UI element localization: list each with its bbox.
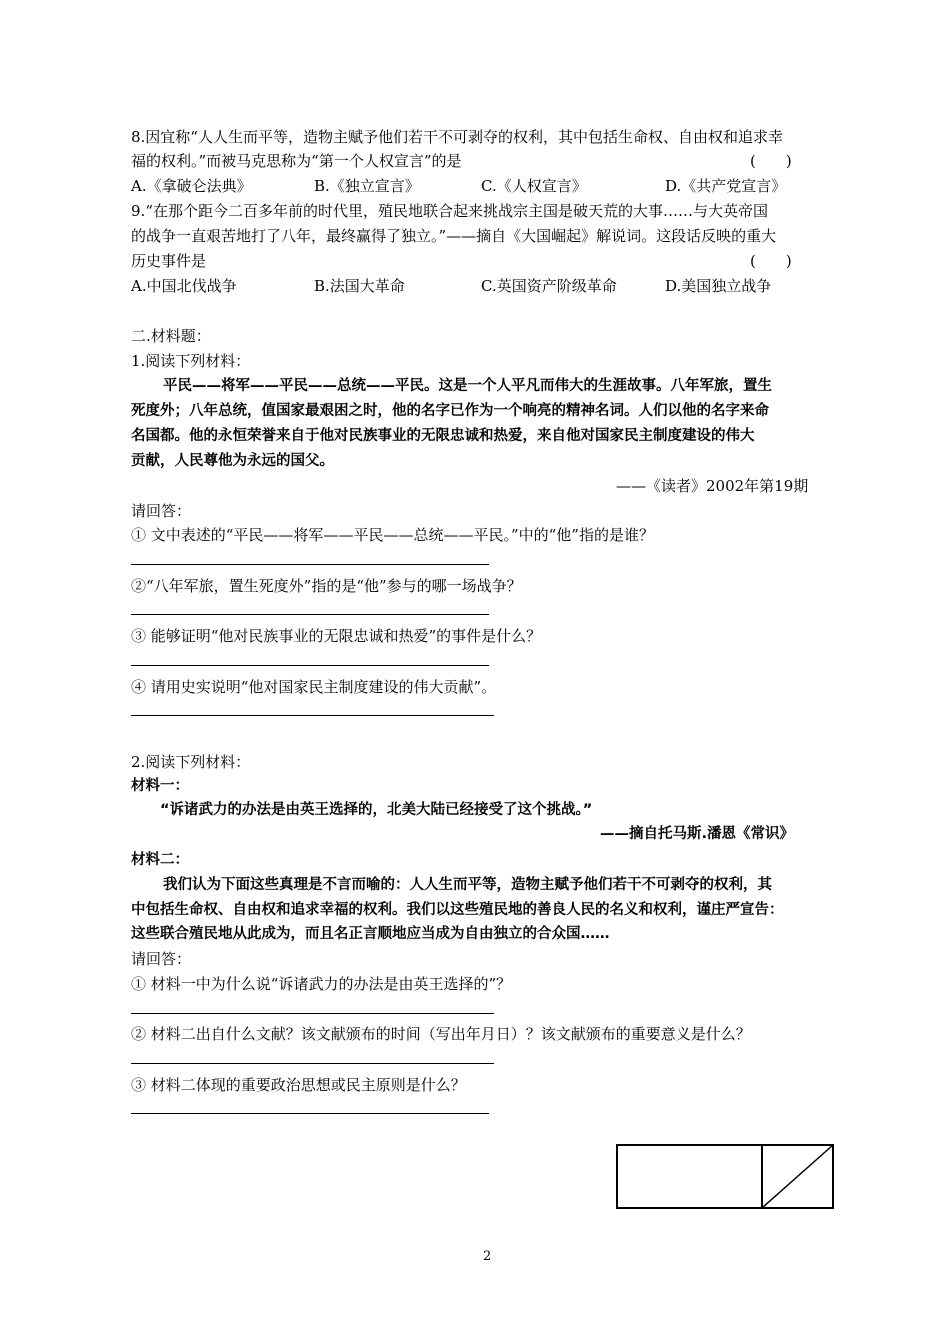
q8-option-a: A.《拿破仑法典》	[131, 177, 252, 195]
q9-option-b: B.法国大革命	[314, 277, 405, 295]
material2-paragraph-line-1: 我们认为下面这些真理是不言而喻的：人人生而平等，造物主赋予他们若干不可剥夺的权利，其	[163, 877, 772, 893]
material1-question-4: ④ 请用史实说明“他对国家民主制度建设的伟大贡献”。	[131, 678, 497, 696]
answer-blank-line[interactable]	[131, 564, 489, 565]
q9-option-c: C.英国资产阶级革命	[481, 277, 617, 295]
q9-option-a: A.中国北伐战争	[131, 277, 237, 295]
material2-question-2: ② 材料二出自什么文献？该文献颁布的时间（写出年月日）？该文献颁布的重要意义是什么？	[131, 1025, 751, 1043]
score-box-frame	[617, 1145, 833, 1208]
material2-paragraph-line-3: 这些联合殖民地从此成为，而且名正言顺地应当成为自由独立的合众国……	[131, 926, 610, 942]
material2-paragraph-line-2: 中包括生命权、自由权和追求幸福的权利。我们以这些殖民地的善良人民的名义和权利，谨庄严宣告：	[131, 902, 784, 918]
page-number: 2	[483, 1249, 492, 1264]
material1-source: ——《读者》2002年第19期	[616, 477, 809, 495]
q8-option-d: D.《共产党宣言》	[665, 177, 787, 195]
material1-question-3: ③ 能够证明“他对民族事业的无限忠诚和热爱”的事件是什么？	[131, 627, 542, 645]
material2-source-1: ——摘自托马斯.潘恩《常识》	[600, 826, 795, 842]
answer-blank-line[interactable]	[131, 715, 494, 716]
q8-line-1: 8.因宜称“人人生而平等，造物主赋予他们若干不可剥夺的权利，其中包括生命权、自由权和追求幸	[131, 128, 783, 146]
section-heading: 二.材料题：	[131, 327, 211, 345]
material2-question-3: ③ 材料二体现的重要政治思想或民主原则是什么？	[131, 1076, 466, 1094]
material2-ask: 请回答：	[131, 950, 192, 968]
answer-blank-line[interactable]	[131, 1013, 494, 1014]
q9-line-1: 9.“在那个距今二百多年前的时代里，殖民地联合起来挑战宗主国是破天荒的大事……与大英帝国	[131, 202, 768, 220]
material1-paragraph-line-1: 平民——将军——平民——总统——平民。这是一个人平凡而伟大的生涯故事。八年军旅，置生	[163, 378, 772, 394]
answer-blank-line[interactable]	[131, 1063, 494, 1064]
material2-label-1: 材料一：	[131, 778, 189, 794]
material1-question-2: ②“八年军旅，置生死度外”指的是“他”参与的哪一场战争？	[131, 577, 522, 595]
q9-option-d: D.美国独立战争	[665, 277, 772, 295]
q8-option-b: B.《独立宣言》	[314, 177, 420, 195]
answer-blank-line[interactable]	[131, 665, 489, 666]
q8-option-c: C.《人权宣言》	[481, 177, 587, 195]
score-box	[616, 1144, 836, 1210]
answer-blank-line[interactable]	[131, 1113, 489, 1114]
material1-paragraph-line-3: 名国都。他的永恒荣誉来自于他对民族事业的无限忠诚和热爱，来自他对国家民主制度建设的伟大	[131, 428, 755, 444]
material2-question-1: ① 材料一中为什么说“诉诸武力的办法是由英王选择的”？	[131, 975, 512, 993]
material1-paragraph-line-2: 死度外；八年总统，值国家最艰困之时，他的名字已作为一个响亮的精神名词。人们以他的名字来命	[131, 403, 769, 419]
material2-intro: 2.阅读下列材料：	[131, 753, 251, 771]
score-box-diagonal	[762, 1145, 833, 1208]
material2-label-2: 材料二：	[131, 852, 189, 868]
material1-question-1: ① 文中表述的“平民——将军——平民——总统——平民。”中的“他”指的是谁？	[131, 526, 654, 544]
q9-answer-paren: ( )	[750, 252, 792, 270]
answer-blank-line[interactable]	[131, 614, 489, 615]
material1-ask: 请回答：	[131, 502, 192, 520]
material1-paragraph-line-4: 贡献，人民尊他为永远的国父。	[131, 453, 334, 469]
material2-quote-1: “诉诸武力的办法是由英王选择的，北美大陆已经接受了这个挑战。”	[160, 802, 593, 818]
q8-answer-paren: ( )	[750, 152, 792, 170]
q9-line-3: 历史事件是	[131, 252, 207, 270]
q8-line-2: 福的权利。”而被马克思称为“第一个人权宣言”的是	[131, 152, 462, 170]
material1-intro: 1.阅读下列材料：	[131, 352, 251, 370]
q9-line-2: 的战争一直艰苦地打了八年，最终赢得了独立。”——摘自《大国崛起》解说词。这段话反映的重大	[131, 227, 777, 245]
